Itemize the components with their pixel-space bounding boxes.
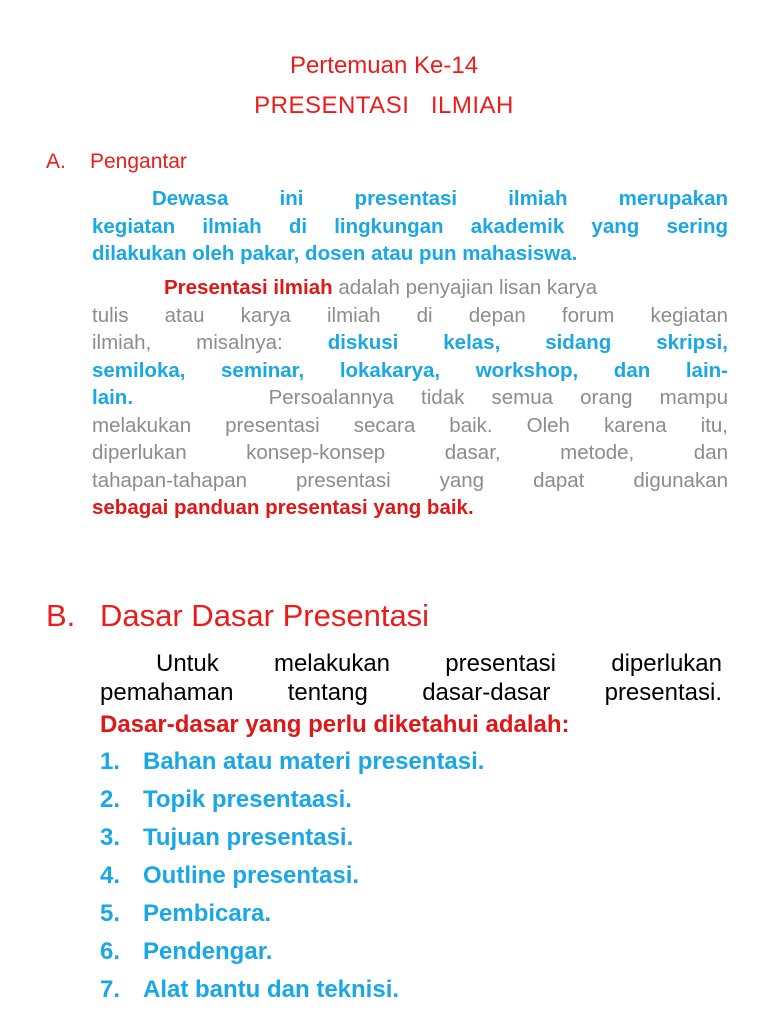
intro-line-3: dilakukan oleh pakar, dosen atau pun mahasiswa. xyxy=(92,242,578,265)
list-item-text: Pembicara. xyxy=(143,900,272,927)
list-item-number: 5. xyxy=(100,900,121,927)
list-item-number: 4. xyxy=(100,862,121,889)
list-item-text: Tujuan presentasi. xyxy=(143,824,354,851)
list-item-number: 1. xyxy=(100,748,121,775)
list-item xyxy=(100,748,484,786)
list-item-number: 6. xyxy=(100,938,121,965)
list-item xyxy=(100,976,484,1014)
def-term: Presentasi ilmiah xyxy=(164,276,333,299)
list-item-number: 7. xyxy=(100,976,121,1003)
topic-title: PRESENTASI ILMIAH xyxy=(254,92,514,119)
intro-line-2: kegiatan ilmiah di lingkungan akademik yang sering xyxy=(92,214,728,238)
list-item-text: Outline presentasi. xyxy=(143,862,360,889)
section-b-intro-line-2 xyxy=(100,679,722,708)
def-line-2: tulis atau karya ilmiah di depan forum kegiatan xyxy=(92,303,728,327)
section-a-letter: A. xyxy=(46,150,66,173)
list-item-number: 2. xyxy=(100,786,121,813)
def-line-7: diperlukan konsep-konsep dasar, metode, dan xyxy=(92,441,728,464)
list-item xyxy=(100,786,484,824)
section-b-letter: B. xyxy=(46,598,76,633)
intro-2-text-word: dasar-dasar xyxy=(422,679,551,706)
list-item xyxy=(100,900,484,938)
intro-2-text-word: tentang xyxy=(287,679,368,706)
list-item xyxy=(100,862,484,900)
intro-1-text-word: Untuk xyxy=(156,650,219,677)
intro-1-text xyxy=(156,650,722,678)
def-line-9: sebagai panduan presentasi yang baik. xyxy=(92,496,474,519)
def-line-8: tahapan-tahapan presentasi yang dapat digunakan xyxy=(92,468,728,492)
def-line-1: Presentasi ilmiah adalah penyajian lisan karya xyxy=(164,276,598,299)
section-b-heading xyxy=(46,598,429,634)
intro-1-text-word: presentasi xyxy=(445,650,556,677)
def-line-5: lain. Persoalannya tidak semua orang mampu xyxy=(92,386,729,409)
section-a-title: Pengantar xyxy=(90,150,187,173)
list-item-number: 3. xyxy=(100,824,121,851)
section-b-title: Dasar Dasar Presentasi xyxy=(100,598,430,633)
intro-paragraph xyxy=(92,185,728,268)
intro-2-text xyxy=(100,679,722,707)
section-b-intro-line-1 xyxy=(100,650,722,679)
def-line-4: semiloka, seminar, lokakarya, workshop, dan lain- xyxy=(92,358,728,382)
intro-2-text-word: pemahaman xyxy=(100,679,234,706)
list-item-text: Bahan atau materi presentasi. xyxy=(143,748,485,775)
intro-1-text-word: melakukan xyxy=(273,650,391,677)
list-item xyxy=(100,938,484,976)
list-item xyxy=(100,824,484,862)
section-b-subheading: Dasar-dasar yang perlu diketahui adalah: xyxy=(100,711,570,738)
meeting-title: Pertemuan Ke-14 xyxy=(289,52,479,79)
definition-paragraph xyxy=(92,274,728,522)
intro-line-1: Dewasa ini presentasi ilmiah merupakan xyxy=(152,187,728,210)
section-a-heading xyxy=(46,150,187,174)
list-item-text: Alat bantu dan teknisi. xyxy=(143,976,400,1003)
def-line-6: melakukan presentasi secara baik. Oleh karena itu, xyxy=(92,413,728,437)
list-item-text: Topik presentaasi. xyxy=(143,786,352,813)
list-item-text: Pendengar. xyxy=(143,938,273,965)
intro-1-text-word: diperlukan xyxy=(611,650,722,677)
basics-list xyxy=(100,748,484,1014)
intro-2-text-word: presentasi. xyxy=(604,679,722,706)
def-line-3: ilmiah, misalnya: diskusi kelas, sidang skripsi, xyxy=(92,331,728,354)
